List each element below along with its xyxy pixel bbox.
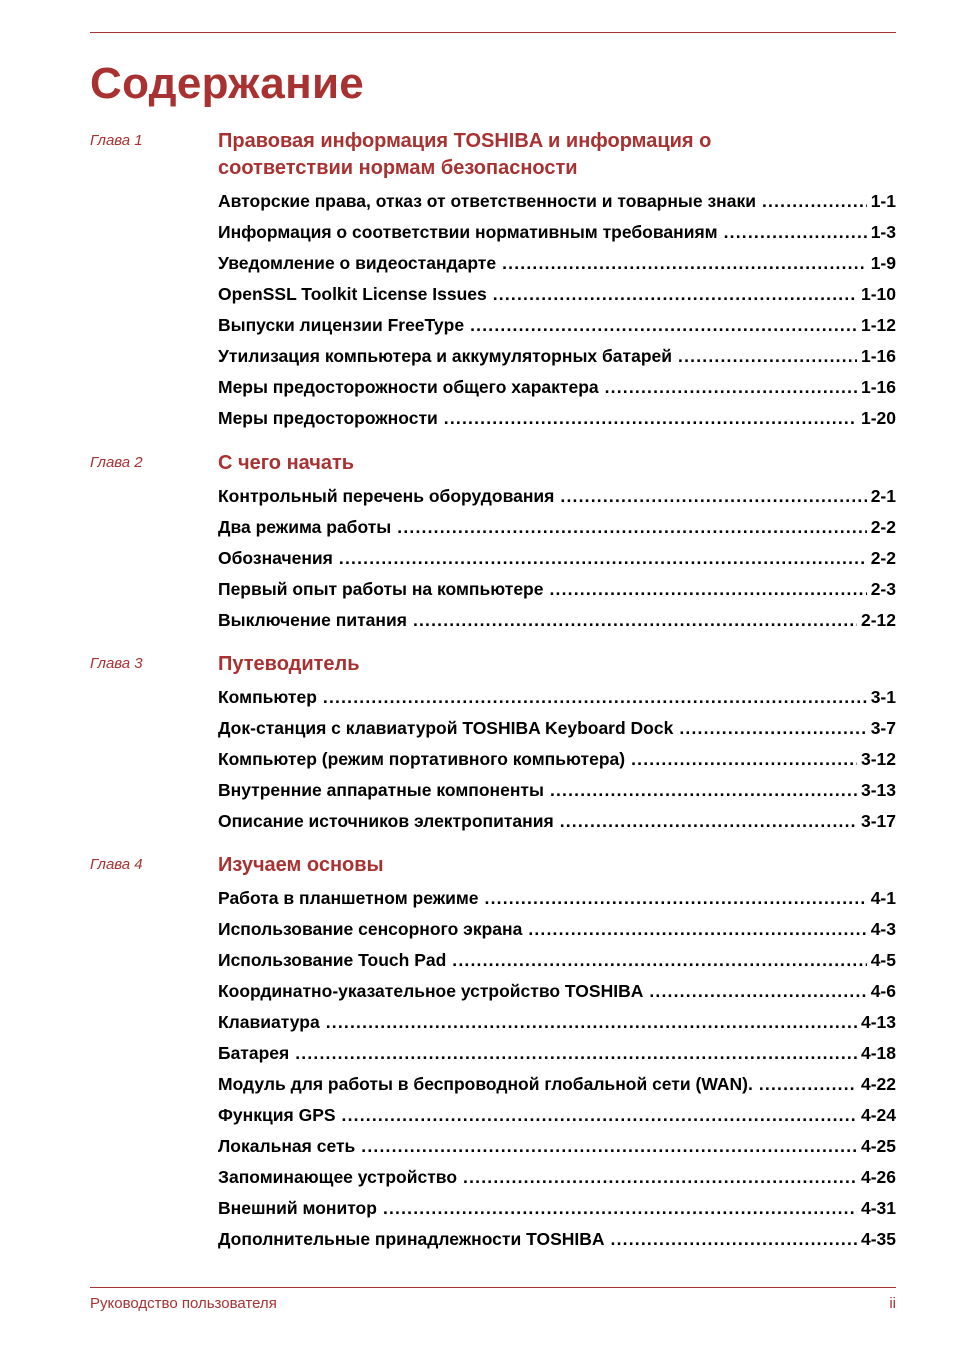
toc-entry[interactable] <box>218 744 896 775</box>
toc-entry-page: 4-26 <box>860 1167 896 1187</box>
toc-entry[interactable] <box>218 279 896 310</box>
chapter-title-line: Путеводитель <box>218 653 360 675</box>
toc-entry-page: 3-1 <box>870 687 896 707</box>
toc-entry-page: 3-7 <box>870 718 896 738</box>
chapter-title[interactable] <box>218 651 896 678</box>
dot-leader <box>452 945 866 976</box>
dot-leader <box>397 512 866 543</box>
toc-entry-page: 3-13 <box>860 780 896 800</box>
toc-entry[interactable] <box>218 713 896 744</box>
footer-doc-title: Руководство пользователя <box>90 1295 277 1312</box>
toc-entry[interactable] <box>218 481 896 512</box>
toc-entry-text: Меры предосторожности общего характера <box>218 377 599 397</box>
toc-entry-text: Использование сенсорного экрана <box>218 919 523 939</box>
chapter-label: Глава 4 <box>90 856 143 873</box>
toc-entry-page: 1-12 <box>860 315 896 335</box>
toc-entry[interactable] <box>218 1131 896 1162</box>
toc-entry-text: Локальная сеть <box>218 1136 356 1156</box>
toc-entry-page: 2-2 <box>870 548 896 568</box>
toc-entry-text: Выключение питания <box>218 610 407 630</box>
toc-entry[interactable] <box>218 1193 896 1224</box>
toc-entry-text: Описание источников электропитания <box>218 811 554 831</box>
toc-entry[interactable] <box>218 1038 896 1069</box>
dot-leader <box>361 1131 857 1162</box>
toc-entry-page: 2-1 <box>870 486 896 506</box>
chapter-title-line: Изучаем основы <box>218 854 384 876</box>
toc-entry-page: 1-16 <box>860 346 896 366</box>
toc-entry-page: 1-20 <box>860 408 896 428</box>
toc-entry-text: Компьютер (режим портативного компьютера) <box>218 749 626 769</box>
toc-entry-text: Функция GPS <box>218 1105 336 1125</box>
dot-leader <box>759 1069 857 1100</box>
toc-entry-text: Модуль для работы в беспроводной глобальной сети (WAN). <box>218 1074 753 1094</box>
toc-entry-text: Первый опыт работы на компьютере <box>218 579 544 599</box>
toc-entry[interactable] <box>218 1162 896 1193</box>
toc-entry-page: 4-25 <box>860 1136 896 1156</box>
toc-entry-text: Внешний монитор <box>218 1198 377 1218</box>
toc-entry-page: 4-18 <box>860 1043 896 1063</box>
chapter-title[interactable] <box>218 450 896 477</box>
toc-entry-text: Обозначения <box>218 548 333 568</box>
footer-rule <box>90 1287 896 1288</box>
dot-leader <box>295 1038 857 1069</box>
toc-entry[interactable] <box>218 372 896 403</box>
toc-entry-text: Информация о соответствии нормативным требованиям <box>218 222 718 242</box>
toc-entry-text: Работа в планшетном режиме <box>218 888 479 908</box>
toc-entry-page: 4-1 <box>870 888 896 908</box>
dot-leader <box>502 248 867 279</box>
toc-entry-text: Выпуски лицензии FreeType <box>218 315 465 335</box>
toc-list <box>218 481 896 636</box>
chapter-title[interactable] <box>218 128 896 182</box>
dot-leader <box>444 403 857 434</box>
toc-entry-page: 4-35 <box>860 1229 896 1249</box>
toc-entry-page: 4-31 <box>860 1198 896 1218</box>
toc-entry-text: Авторские права, отказ от ответственности и товарные знаки <box>218 191 756 211</box>
toc-entry[interactable] <box>218 1007 896 1038</box>
toc-entry-page: 2-12 <box>860 610 896 630</box>
toc-entry[interactable] <box>218 682 896 713</box>
toc-entry-page: 4-24 <box>860 1105 896 1125</box>
dot-leader <box>326 1007 857 1038</box>
dot-leader <box>528 914 866 945</box>
toc-entry[interactable] <box>218 310 896 341</box>
toc-entry[interactable] <box>218 806 896 837</box>
chapter-title[interactable] <box>218 852 896 879</box>
page-title: Содержание <box>90 59 365 108</box>
dot-leader <box>631 744 857 775</box>
toc-entry-page: 4-3 <box>870 919 896 939</box>
toc-entry-text: Меры предосторожности <box>218 408 438 428</box>
toc-entry-text: Док-станция с клавиатурой TOSHIBA Keyboard Dock <box>218 718 674 738</box>
toc-entry-text: Контрольный перечень оборудования <box>218 486 555 506</box>
toc-entry-page: 1-9 <box>870 253 896 273</box>
toc-entry[interactable] <box>218 341 896 372</box>
dot-leader <box>463 1162 857 1193</box>
dot-leader <box>550 574 867 605</box>
dot-leader <box>342 1100 857 1131</box>
toc-entry[interactable] <box>218 883 896 914</box>
chapter-title-line: Правовая информация TOSHIBA и информация о <box>218 130 712 152</box>
toc-entry[interactable] <box>218 1100 896 1131</box>
dot-leader <box>724 217 867 248</box>
dot-leader <box>678 341 857 372</box>
toc-entry-text: OpenSSL Toolkit License Issues <box>218 284 487 304</box>
toc-list <box>218 682 896 837</box>
chapter-label: Глава 2 <box>90 454 143 471</box>
toc-entry-text: Компьютер <box>218 687 317 707</box>
chapter-title-line: соответствии нормам безопасности <box>218 157 578 179</box>
dot-leader <box>383 1193 857 1224</box>
toc-entry[interactable] <box>218 217 896 248</box>
toc-entry[interactable] <box>218 945 896 976</box>
toc-entry-page: 1-3 <box>870 222 896 242</box>
dot-leader <box>413 605 857 636</box>
dot-leader <box>560 806 857 837</box>
dot-leader <box>323 682 867 713</box>
toc-entry[interactable] <box>218 914 896 945</box>
toc-entry-text: Клавиатура <box>218 1012 320 1032</box>
toc-entry-page: 1-1 <box>870 191 896 211</box>
toc-entry-text: Уведомление о видеостандарте <box>218 253 497 273</box>
toc-entry-page: 1-10 <box>860 284 896 304</box>
toc-entry[interactable] <box>218 543 896 574</box>
toc-entry-text: Использование Touch Pad <box>218 950 447 970</box>
toc-entry[interactable] <box>218 512 896 543</box>
dot-leader <box>560 481 866 512</box>
dot-leader <box>605 372 857 403</box>
toc-entry[interactable] <box>218 1224 896 1255</box>
dot-leader <box>470 310 857 341</box>
toc-entry-text: Два режима работы <box>218 517 392 537</box>
toc-entry-page: 3-12 <box>860 749 896 769</box>
toc-entry-page: 2-3 <box>870 579 896 599</box>
toc-entry-page: 4-13 <box>860 1012 896 1032</box>
toc-entry-page: 1-16 <box>860 377 896 397</box>
toc-entry[interactable] <box>218 186 896 217</box>
toc-entry[interactable] <box>218 976 896 1007</box>
toc-entry[interactable] <box>218 248 896 279</box>
toc-entry-text: Координатно-указательное устройство TOSHIBA <box>218 981 644 1001</box>
dot-leader <box>485 883 867 914</box>
toc-entry-page: 3-17 <box>860 811 896 831</box>
toc-entry-text: Внутренние аппаратные компоненты <box>218 780 544 800</box>
toc-entry-page: 2-2 <box>870 517 896 537</box>
chapter-title-line: С чего начать <box>218 452 355 474</box>
dot-leader <box>649 976 866 1007</box>
toc-entry-text: Утилизация компьютера и аккумуляторных батарей <box>218 346 673 366</box>
chapter-label: Глава 1 <box>90 132 143 149</box>
toc-entry[interactable] <box>218 605 896 636</box>
toc-entry[interactable] <box>218 775 896 806</box>
toc-entry-text: Дополнительные принадлежности TOSHIBA <box>218 1229 605 1249</box>
toc-entry-page: 4-5 <box>870 950 896 970</box>
dot-leader <box>493 279 857 310</box>
dot-leader <box>679 713 866 744</box>
chapter-label: Глава 3 <box>90 655 143 672</box>
toc-entry[interactable] <box>218 403 896 434</box>
toc-list <box>218 186 896 434</box>
toc-entry-page: 4-6 <box>870 981 896 1001</box>
toc-list <box>218 883 896 1255</box>
dot-leader <box>339 543 867 574</box>
toc-entry-page: 4-22 <box>860 1074 896 1094</box>
dot-leader <box>611 1224 857 1255</box>
header-rule <box>90 32 896 33</box>
toc-entry-text: Батарея <box>218 1043 290 1063</box>
dot-leader <box>550 775 857 806</box>
toc-entry[interactable] <box>218 1069 896 1100</box>
dot-leader <box>762 186 867 217</box>
toc-entry-text: Запоминающее устройство <box>218 1167 458 1187</box>
footer-page-number: ii <box>889 1295 896 1312</box>
toc-entry[interactable] <box>218 574 896 605</box>
